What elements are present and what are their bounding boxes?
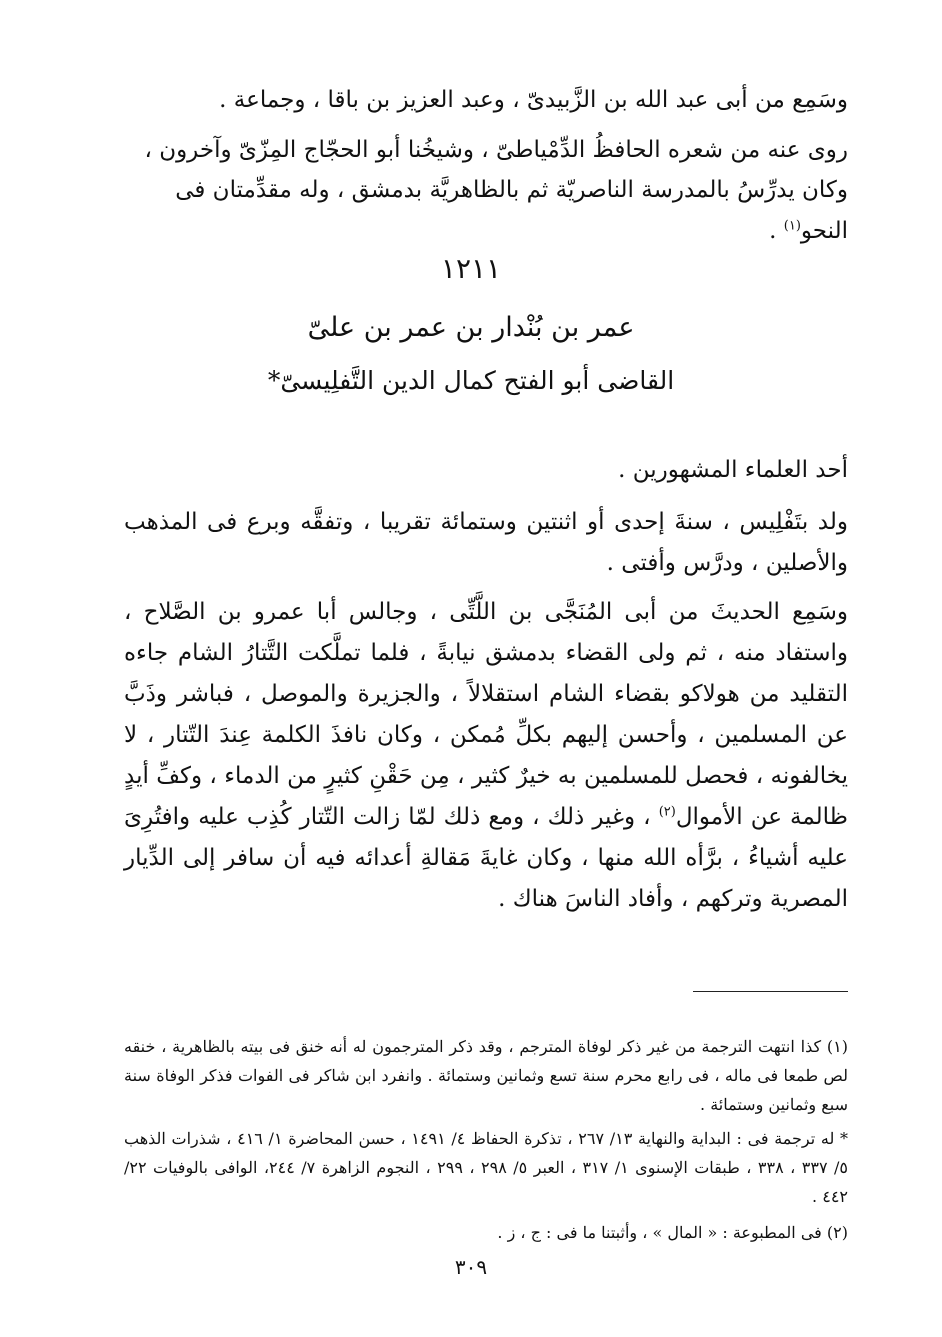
footnote-2: (٢) فى المطبوعة : « المال » ، وأثبتنا ما فى : ج ، ز . — [497, 1223, 848, 1242]
top-line-3-text: وكان يدرِّسُ بالمدرسة الناصريّة ثم بالظاهريَّة بدمشق ، وله مقدِّمتان فى النحو — [175, 177, 848, 244]
footnote-ref-1[interactable]: (١) — [783, 218, 801, 234]
body-paragraph-3-text-b: ، وغير ذلك ، ومع ذلك لمّا زالت التّتار كُذِب عليه وافتُرِىَ عليه أشياءُ ، برَّأه الله منها ، وكان غايةَ مَقالةِ أعدائه فيه أن سافر إلى الدِّيار المصرية وتركهم ، وأفاد الناسَ هناك . — [124, 804, 848, 912]
body-paragraph-2-text: ولد بتَفْلِيس ، سنةَ إحدى أو اثنتين وستمائة تقريبا ، وتفقَّه وبرع فى المذهب والأصلين ، ودرَّس وأفتى . — [124, 509, 848, 576]
entry-title: القاضى أبو الفتح كمال الدين التَّفلِيسىّ* — [267, 366, 675, 395]
footnote-divider — [693, 991, 848, 992]
footnote-sources: * له ترجمة فى : البداية والنهاية ١٣/ ٢٦٧ ، تذكرة الحفاظ ٤/ ١٤٩١ ، حسن المحاضرة ١/ ٤١٦ ، شذرات الذهب ٥/ ٣٣٧ ، ٣٣٨ ، طبقات الإسنوى ١/ ٣١٧ ، العبر ٥/ ٢٩٨ ، ٢٩٩ ، النجوم الزاهرة ٧/ ٢٤٤، الوافى بالوفيات ٢٢/ ٤٤٢ . — [124, 1129, 849, 1206]
body-paragraph-3 — [124, 592, 848, 920]
body-paragraph-1 — [124, 450, 848, 491]
top-line-1-text: وسَمِع من أبى عبد الله بن الزَّبيدىّ ، وعبد العزيز بن باقا ، وجماعة . — [219, 87, 848, 113]
page-number: ٣٠٩ — [454, 1255, 488, 1279]
top-line-2 — [124, 130, 848, 171]
top-line-3-end: . — [769, 218, 784, 244]
entry-name: عمر بن بُنْدار بن عمر بن علىّ — [307, 312, 635, 343]
body-paragraph-1-text: أحد العلماء المشهورين . — [618, 457, 848, 483]
top-line-3 — [124, 170, 848, 252]
entry-number: ١٢١١ — [440, 252, 502, 285]
top-line-2-text: روى عنه من شعره الحافظُ الدِّمْياطىّ ، وشيخُنا أبو الحجّاج المِزّىّ وآخرون ، — [144, 137, 848, 163]
body-paragraph-2 — [124, 502, 848, 584]
footnote-ref-2[interactable]: (٢) — [658, 804, 676, 820]
footnote-1: (١) كذا انتهت الترجمة من غير ذكر لوفاة المترجم ، وقد ذكر المترجمون له أنه خنق فى بيته بالظاهرية ، خنقه لص طمعا فى ماله ، فى رابع محرم سنة تسع وثمانين وستمائة . وانفرد ابن شاكر فى الفوات فذكر الوفاة سنة سبع وثمانين وستمائة . — [124, 1037, 849, 1114]
body-paragraph-3-text-a: وسَمِع الحديثَ من أبى المُنَجَّى بن اللَّتِّى ، وجالس أبا عمرو بن الصَّلاح ، واستفاد منه ، ثم ولى القضاء بدمشق نيابةً ، فلما تملَّكت التَّتارُ الشام جاءه التقليد من هولاكو بقضاء الشام استقلالاً ، والجزيرة والموصل ، فباشر وذَبَّ عن المسلمين ، وأحسن إليهم بكلِّ مُمكن ، وكان نافذَ الكلمة عِندَ التّتار ، لا يخالفونه ، فحصل للمسلمين به خيرٌ كثير ، مِن حَقْنِ كثيرٍ من الدماء ، وكفِّ أيدٍ ظالمة عن الأموال — [124, 599, 848, 830]
top-line-1 — [124, 80, 848, 121]
